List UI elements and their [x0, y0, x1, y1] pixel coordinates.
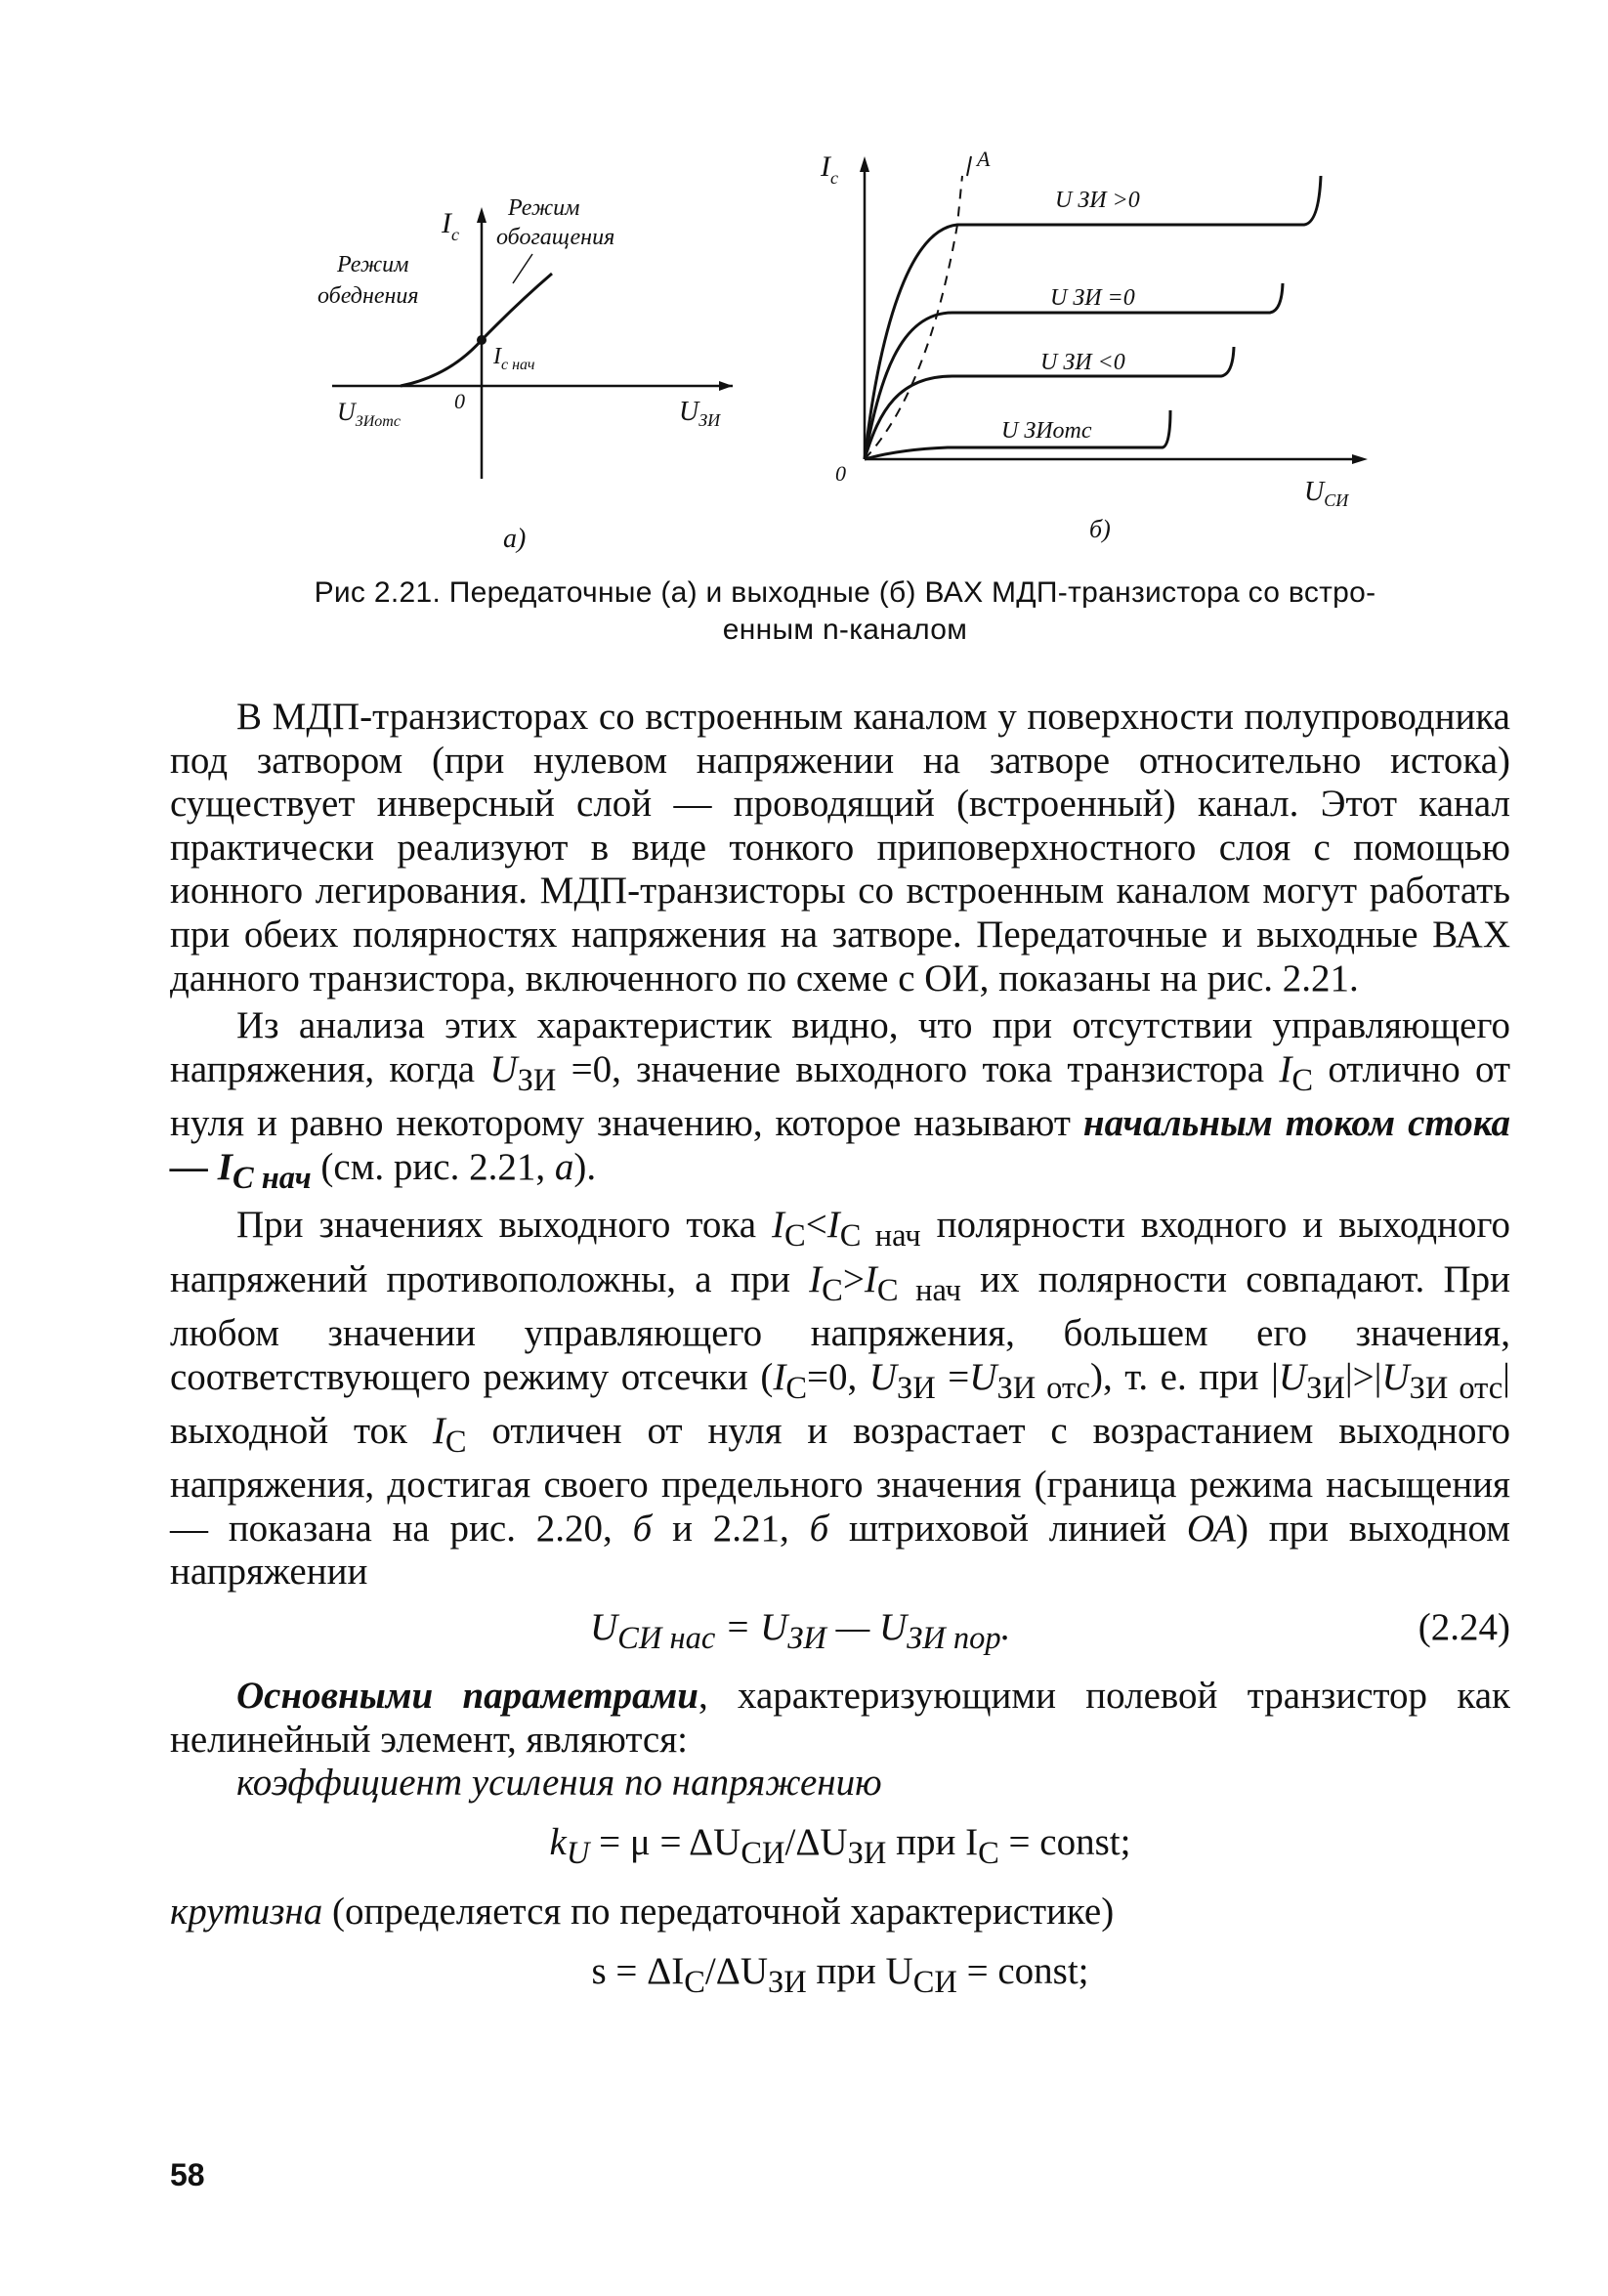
mode-deplete-line2: обеднения: [317, 283, 419, 309]
slope-formula: $s = \Delta I_С/\Delta U_{ЗИ}$ при $U_{СИ}$ = const;: [591, 1949, 1089, 2000]
cutoff-label: $U_{ЗИотс}$: [337, 398, 401, 430]
curve-neg-label: U ЗИ <0: [1040, 350, 1125, 375]
axis-y-a-arrow: [477, 207, 487, 223]
axis-y-a-label: $I_c$: [442, 207, 459, 244]
origin-a: 0: [454, 389, 465, 413]
gain-formula: $k_U = \mu = \Delta U_{СИ}/\Delta U_{ЗИ}$ при $I_С$ = const;: [549, 1820, 1131, 1871]
parameters-lead: Основными параметрами, характеризующими полевой транзистор как нелинейный элемент, являются:: [170, 1675, 1510, 1761]
term-initial-drain-current: начальным током стока — I: [170, 1102, 1510, 1188]
origin-b: 0: [835, 461, 846, 486]
point-ic-start: [477, 335, 487, 345]
formula-2-24: [170, 1600, 1510, 1665]
caption-line-1: Рис 2.21. Передаточные (а) и выходные (б) ВАХ МДП-транзистора со встро-: [314, 576, 1376, 609]
figure-a-svg: [303, 186, 752, 576]
curve-zero-label: U ЗИ =0: [1050, 285, 1135, 311]
axis-x-a-label: $U_{ЗИ}$: [679, 397, 721, 430]
axis-y-b-label: $I_c$: [821, 150, 838, 188]
panel-label-a: а): [503, 524, 527, 554]
paragraph-2: Из анализа этих характеристик видно, что при отсутствии управляющего напряжения, когда $U_{ЗИ} =0$, значение выходного тока транзистора $I_С$ отлично от нуля и равно некоторому значению, которое называют начальным током стока — $I_{С нач}$ (см. рис. 2.21, а).: [170, 1004, 1510, 1196]
figure-b: [811, 137, 1377, 557]
paragraph-3: При значениях выходного тока $I_С<I_{С нач}$ полярности входного и выходного напряжений противоположны, а при $I_С>I_{С нач}$ их полярности совпадают. При любом значении управляющего напряжения, большем его значения, соответствующего режиму отсечки ($I_С=0$, $U_{ЗИ} =U_{ЗИ отс}$), т. е. при $|U_{ЗИ}|>|U_{ЗИ отс}|$ выходной ток $I_С$ отличен от нуля и возрастает с возрастанием выходного напряжения, достигая своего предельного значения (граница режима насыщения — показана на рис. 2.20, б и 2.21, б штриховой линией ОА) при выходном напряжении: [170, 1204, 1510, 1594]
page-number: 58: [170, 2157, 205, 2192]
point-a-label: A: [977, 147, 991, 171]
axis-x-b-arrow: [1352, 454, 1368, 464]
figure-a: [303, 186, 752, 576]
slope-line: крутизна (определяется по передаточной характеристике): [170, 1891, 1115, 1934]
caption-line-2: енным n-каналом: [722, 614, 968, 646]
curve-cutoff-label: U ЗИотс: [1001, 418, 1092, 444]
mode-enrich-line1: Режим: [508, 195, 580, 221]
axis-x-a-arrow: [719, 381, 733, 391]
axis-x-b-label: $U_{СИ}$: [1304, 477, 1349, 510]
point-a-mark: [967, 156, 971, 176]
saturation-boundary: [865, 176, 962, 459]
gain-name: коэффициент усиления по напряжению: [236, 1762, 882, 1805]
formula-number: (2.24): [1418, 1606, 1510, 1649]
body-text: [170, 696, 1510, 2020]
mode-enrich-line2: обогащения: [496, 225, 615, 250]
formula-2-24-body: $U_{СИ нас} = U_{ЗИ}$ — $U_{ЗИ пор}$.: [590, 1606, 1011, 1656]
axis-y-b-arrow: [860, 156, 869, 172]
point-label-a: $I_{с нач}$: [493, 344, 535, 373]
figure-b-svg: [811, 137, 1377, 557]
arrow-enrich: [513, 254, 532, 283]
parameters-section: [170, 1675, 1510, 2004]
panel-label-b: б): [1089, 515, 1111, 543]
curve-pos-label: U ЗИ >0: [1055, 188, 1140, 213]
figure-caption: [176, 574, 1514, 649]
paragraph-1: В МДП-транзисторах со встроенным каналом у поверхности полупроводника под затвором (при нулевом напряжении на затворе относительно истока) существует инверсный слой — проводящий (встроенный) канал. Этот канал практически реализуют в виде тонкого приповерхностного слоя с помощью ионного легирования. МДП-транзисторы со встроенным каналом могут работать при обеих полярностях напряжения на затворе. Передаточные и выходные ВАХ данного транзистора, включенного по схеме с ОИ, показаны на рис. 2.21.: [170, 696, 1510, 999]
mode-deplete-line1: Режим: [337, 252, 409, 277]
